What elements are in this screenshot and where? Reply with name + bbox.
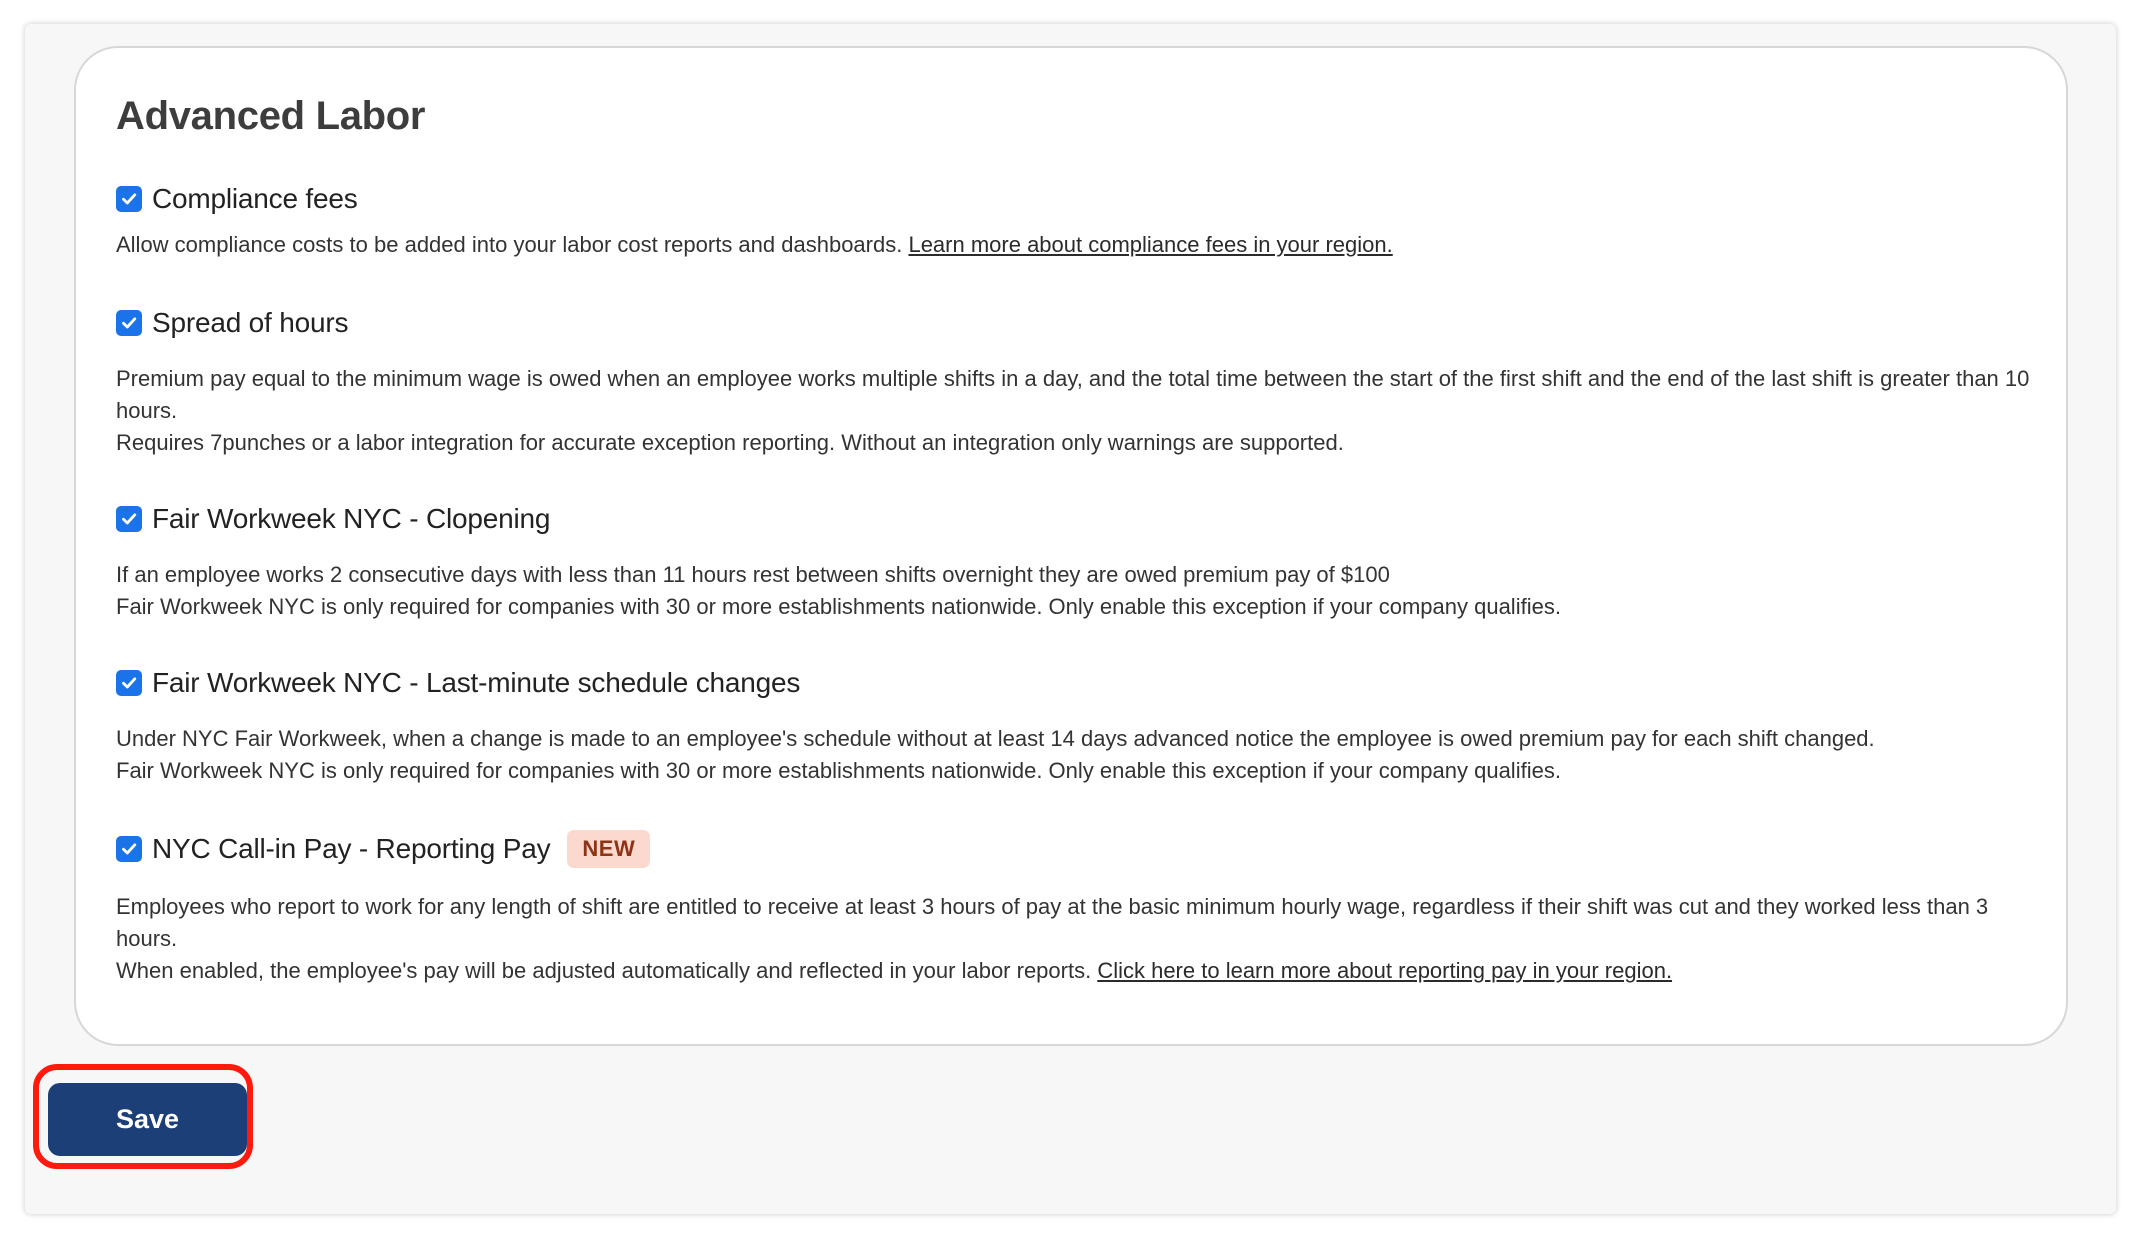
save-button[interactable]: Save bbox=[48, 1083, 247, 1156]
setting-header bbox=[116, 305, 2036, 341]
compliance-fees-learn-more-link[interactable]: Learn more about compliance fees in your region. bbox=[908, 232, 1393, 257]
description-line: If an employee works 2 consecutive days with less than 11 hours rest between shifts overnight they are owed premium pay of $100 bbox=[116, 562, 1390, 587]
description-text: Allow compliance costs to be added into your labor cost reports and dashboards. bbox=[116, 232, 909, 257]
setting-description bbox=[116, 229, 2036, 261]
setting-title: Fair Workweek NYC - Last-minute schedule changes bbox=[152, 667, 801, 698]
checkmark-icon bbox=[120, 314, 138, 332]
compliance-fees-checkbox[interactable] bbox=[116, 186, 142, 212]
clopening-checkbox[interactable] bbox=[116, 506, 142, 532]
schedule-changes-checkbox[interactable] bbox=[116, 670, 142, 696]
setting-nyc-call-in-pay bbox=[116, 831, 2036, 987]
checkmark-icon bbox=[120, 190, 138, 208]
setting-spread-of-hours bbox=[116, 305, 2036, 459]
spread-of-hours-checkbox[interactable] bbox=[116, 310, 142, 336]
description-line: Fair Workweek NYC is only required for companies with 30 or more establishments nationwide. Only enable this exception if your company qualifies. bbox=[116, 758, 1561, 783]
setting-title: Spread of hours bbox=[152, 307, 349, 338]
description-line: Under NYC Fair Workweek, when a change is made to an employee's schedule without at least 14 days advanced notice the employee is owed premium pay for each shift changed. bbox=[116, 726, 1875, 751]
setting-compliance-fees bbox=[116, 181, 2036, 261]
call-in-pay-checkbox[interactable] bbox=[116, 836, 142, 862]
settings-panel bbox=[25, 24, 2116, 1214]
description-line: Employees who report to work for any length of shift are entitled to receive at least 3 hours of pay at the basic minimum hourly wage, regardless if their shift was cut and they worked less than 3 hours. bbox=[116, 894, 1989, 951]
setting-fair-workweek-schedule-changes bbox=[116, 665, 2036, 787]
setting-header bbox=[116, 501, 2036, 537]
section-title: Advanced Labor bbox=[116, 94, 426, 138]
description-line: Premium pay equal to the minimum wage is owed when an employee works multiple shifts in a day, and the total time between the start of the first shift and the end of the last shift is greater than 10 hours. bbox=[116, 366, 2030, 423]
description-line: Requires 7punches or a labor integration for accurate exception reporting. Without an integration only warnings are supported. bbox=[116, 430, 1344, 455]
checkmark-icon bbox=[120, 840, 138, 858]
advanced-labor-card bbox=[74, 46, 2068, 1046]
setting-title: NYC Call-in Pay - Reporting Pay bbox=[152, 833, 551, 864]
checkmark-icon bbox=[120, 674, 138, 692]
new-badge: NEW bbox=[567, 830, 650, 868]
setting-header bbox=[116, 831, 2036, 867]
setting-description bbox=[116, 891, 2036, 987]
reporting-pay-learn-more-link[interactable]: Click here to learn more about reporting pay in your region. bbox=[1097, 958, 1673, 983]
description-text: When enabled, the employee's pay will be adjusted automatically and reflected in your labor reports. bbox=[116, 958, 1098, 983]
setting-description bbox=[116, 559, 2036, 623]
description-line: Fair Workweek NYC is only required for companies with 30 or more establishments nationwide. Only enable this exception if your company qualifies. bbox=[116, 594, 1561, 619]
setting-title: Fair Workweek NYC - Clopening bbox=[152, 503, 551, 534]
setting-description bbox=[116, 363, 2036, 459]
setting-title: Compliance fees bbox=[152, 183, 358, 214]
setting-description bbox=[116, 723, 2036, 787]
checkmark-icon bbox=[120, 510, 138, 528]
setting-header bbox=[116, 665, 2036, 701]
setting-header bbox=[116, 181, 2036, 217]
setting-fair-workweek-clopening bbox=[116, 501, 2036, 623]
